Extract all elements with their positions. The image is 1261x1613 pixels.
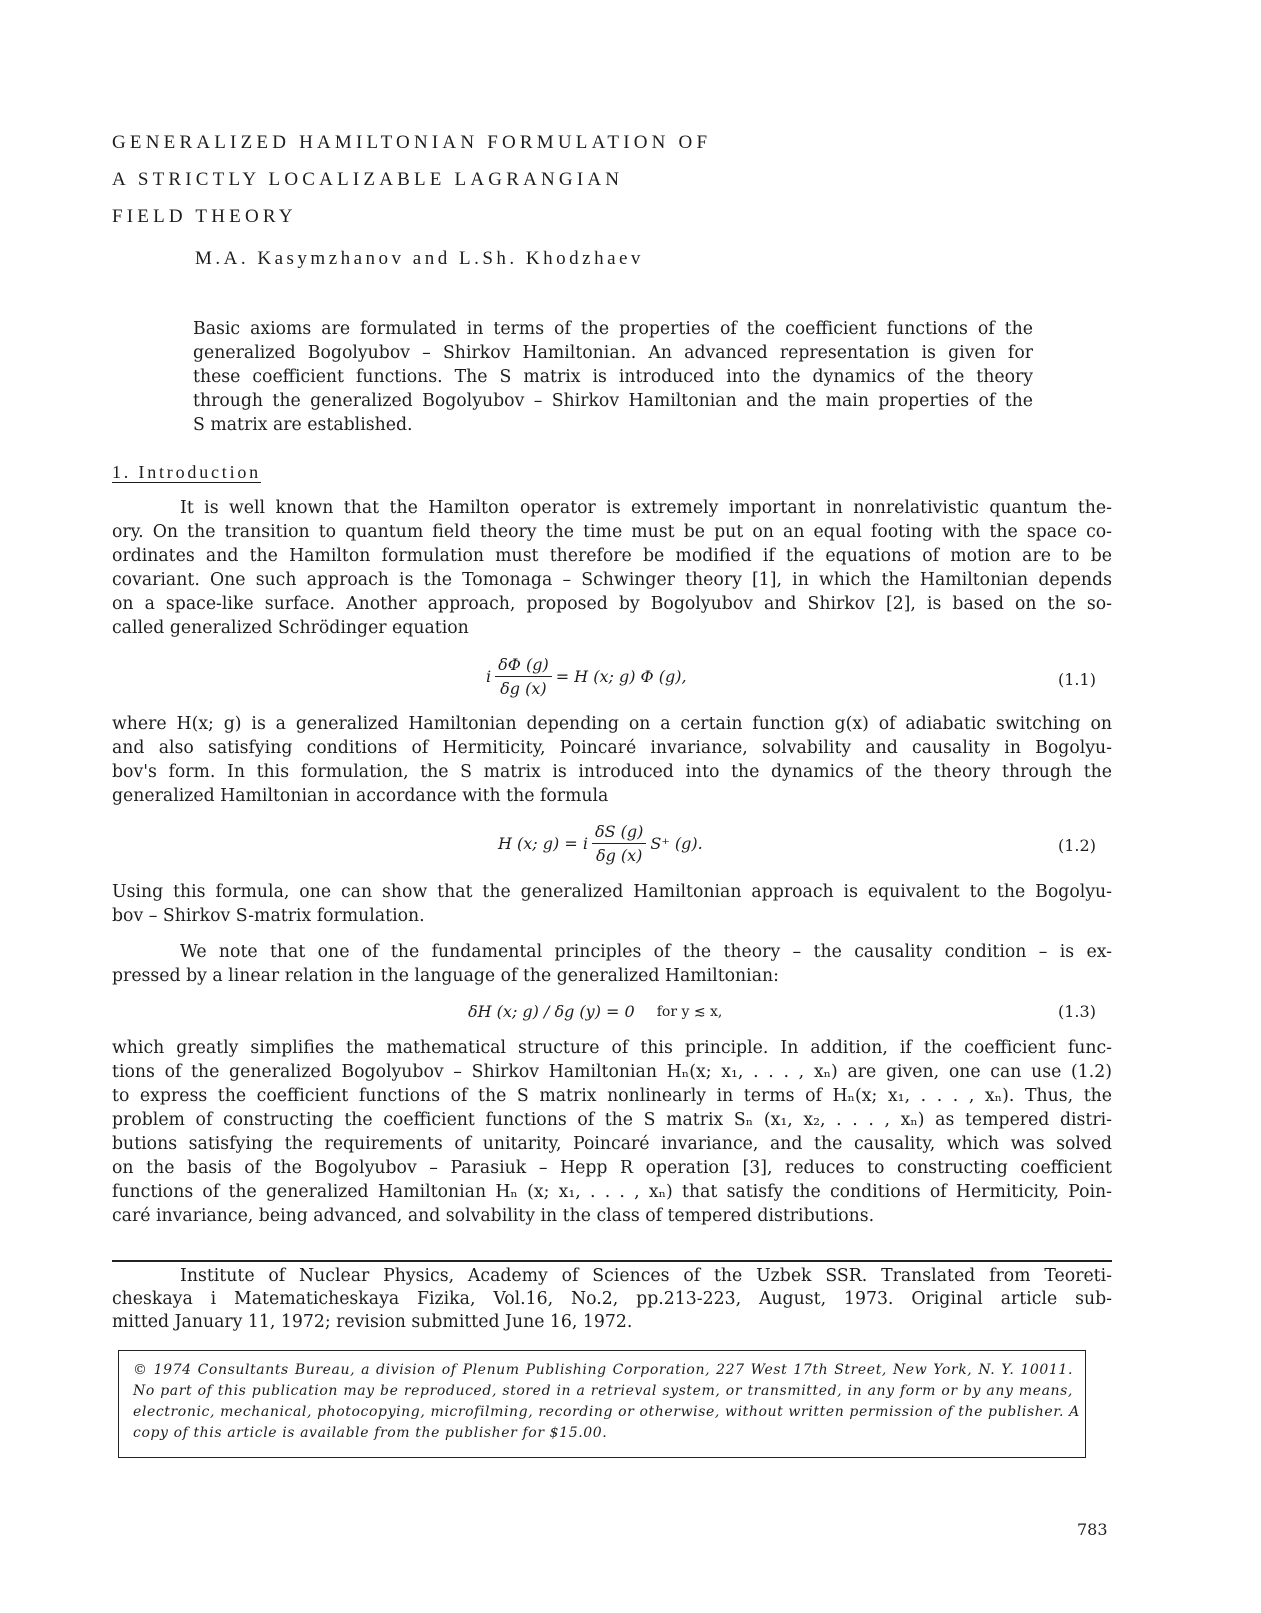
section-heading-introduction: 1. Introduction bbox=[112, 462, 261, 482]
equation-1-1 bbox=[486, 655, 687, 698]
authors: M.A. Kasymzhanov and L.Sh. Khodzhaev bbox=[195, 248, 644, 269]
copyright-line: No part of this publication may be reproduced, stored in a retrieval system, or transmitted, in any form or by any means, bbox=[133, 1383, 1073, 1399]
text-line: which greatly simplifies the mathematical structure of this principle. In addition, if the coefficient func- bbox=[112, 1038, 1112, 1058]
eq1-denominator: δg (x) bbox=[500, 679, 547, 698]
text-line: where H(x; g) is a generalized Hamiltonian depending on a certain function g(x) of adiabatic switching on bbox=[112, 714, 1112, 734]
title-line-1: GENERALIZED HAMILTONIAN FORMULATION OF bbox=[112, 132, 712, 153]
text-line: to express the coefficient functions of the S matrix nonlinearly in terms of Hₙ(x; x₁, . . . , xₙ). Thus, the bbox=[112, 1086, 1112, 1106]
abstract-line: through the generalized Bogolyubov – Shirkov Hamiltonian and the main properties of the bbox=[193, 391, 1033, 411]
text-line: It is well known that the Hamilton operator is extremely important in nonrelativistic quantum the- bbox=[180, 498, 1112, 518]
text-line: Using this formula, one can show that the generalized Hamiltonian approach is equivalent to the Bogolyu- bbox=[112, 882, 1112, 902]
eq2-numerator: δS (g) bbox=[592, 822, 646, 844]
text-line: covariant. One such approach is the Tomonaga – Schwinger theory [1], in which the Hamiltonian depends bbox=[112, 570, 1112, 590]
text-line: functions of the generalized Hamiltonian Hₙ (x; x₁, . . . , xₙ) that satisfy the conditions of Hermiticity, Poin- bbox=[112, 1182, 1112, 1202]
eq2-rhs: S⁺ (g). bbox=[650, 834, 703, 853]
text-line: on a space-like surface. Another approach, proposed by Bogolyubov and Shirkov [2], is based on the so- bbox=[112, 594, 1112, 614]
text-line: bov's form. In this formulation, the S matrix is introduced into the dynamics of the theory through the bbox=[112, 762, 1112, 782]
text-line: We note that one of the fundamental principles of the theory – the causality condition – is ex- bbox=[180, 942, 1112, 962]
equation-number-1-3: (1.3) bbox=[1058, 1002, 1096, 1021]
text-line: butions satisfying the requirements of unitarity, Poincaré invariance, and the causality, which was solved bbox=[112, 1134, 1112, 1154]
eq3-condition: for y ≲ x, bbox=[656, 1003, 723, 1020]
abstract-line: Basic axioms are formulated in terms of the properties of the coefficient functions of the bbox=[193, 319, 1033, 339]
text-line: bov – Shirkov S-matrix formulation. bbox=[112, 906, 425, 926]
text-line: called generalized Schrödinger equation bbox=[112, 618, 469, 638]
copyright-line: electronic, mechanical, photocopying, microfilming, recording or otherwise, without written permission of the publisher. A bbox=[133, 1404, 1080, 1420]
page-number: 783 bbox=[1077, 1520, 1108, 1539]
equation-number-1-1: (1.1) bbox=[1058, 670, 1096, 689]
equation-number-1-2: (1.2) bbox=[1058, 836, 1096, 855]
footnote-line: mitted January 11, 1972; revision submitted June 16, 1972. bbox=[112, 1312, 633, 1332]
eq1-fraction bbox=[495, 655, 552, 698]
eq1-rhs: = H (x; g) Φ (g), bbox=[555, 667, 687, 686]
paper-title bbox=[112, 124, 711, 235]
eq3-expression: δH (x; g) / δg (y) = 0 bbox=[468, 1002, 635, 1021]
title-line-2: A STRICTLY LOCALIZABLE LAGRANGIAN bbox=[112, 169, 624, 190]
eq2-fraction bbox=[592, 822, 646, 865]
abstract-line: S matrix are established. bbox=[193, 415, 413, 435]
equation-1-3 bbox=[468, 1002, 722, 1021]
text-line: ory. On the transition to quantum field theory the time must be put on an equal footing with the space co- bbox=[112, 522, 1112, 542]
eq2-denominator: δg (x) bbox=[595, 846, 643, 865]
copyright-text bbox=[133, 1360, 1080, 1444]
footnote-divider bbox=[112, 1260, 1112, 1262]
copyright-line: © 1974 Consultants Bureau, a division of Plenum Publishing Corporation, 227 West 17th Street, New York, N. Y. 10011. bbox=[133, 1362, 1073, 1378]
copyright-line: copy of this article is available from the publisher for $15.00. bbox=[133, 1425, 608, 1441]
equation-1-2 bbox=[498, 822, 703, 865]
footnote-line: cheskaya i Matematicheskaya Fizika, Vol.16, No.2, pp.213-223, August, 1973. Original article sub- bbox=[112, 1289, 1112, 1309]
text-line: generalized Hamiltonian in accordance with the formula bbox=[112, 786, 609, 806]
text-line: tions of the generalized Bogolyubov – Shirkov Hamiltonian Hₙ(x; x₁, . . . , xₙ) are given, one can use (1.2) bbox=[112, 1062, 1112, 1082]
text-line: pressed by a linear relation in the language of the generalized Hamiltonian: bbox=[112, 966, 779, 986]
text-line: on the basis of the Bogolyubov – Parasiuk – Hepp R operation [3], reduces to constructing coefficient bbox=[112, 1158, 1112, 1178]
eq1-numerator: δΦ (g) bbox=[495, 655, 552, 677]
text-line: caré invariance, being advanced, and solvability in the class of tempered distributions. bbox=[112, 1206, 875, 1226]
copyright-box bbox=[118, 1350, 1086, 1458]
text-line: problem of constructing the coefficient functions of the S matrix Sₙ (x₁, x₂, . . . , xₙ) as tempered distri- bbox=[112, 1110, 1112, 1130]
text-line: and also satisfying conditions of Hermiticity, Poincaré invariance, solvability and causality in Bogolyu- bbox=[112, 738, 1112, 758]
footnote bbox=[112, 1265, 1112, 1334]
footnote-line: Institute of Nuclear Physics, Academy of Sciences of the Uzbek SSR. Translated from Teoreti- bbox=[180, 1266, 1112, 1286]
abstract-line: these coefficient functions. The S matrix is introduced into the dynamics of the theory bbox=[193, 367, 1033, 387]
abstract-line: generalized Bogolyubov – Shirkov Hamiltonian. An advanced representation is given for bbox=[193, 343, 1033, 363]
eq2-lhs: H (x; g) = i bbox=[498, 834, 588, 853]
abstract bbox=[193, 317, 1033, 437]
title-line-3: FIELD THEORY bbox=[112, 206, 297, 227]
text-line: ordinates and the Hamilton formulation must therefore be modified if the equations of motion are to be bbox=[112, 546, 1112, 566]
eq1-prefix: i bbox=[486, 667, 492, 686]
